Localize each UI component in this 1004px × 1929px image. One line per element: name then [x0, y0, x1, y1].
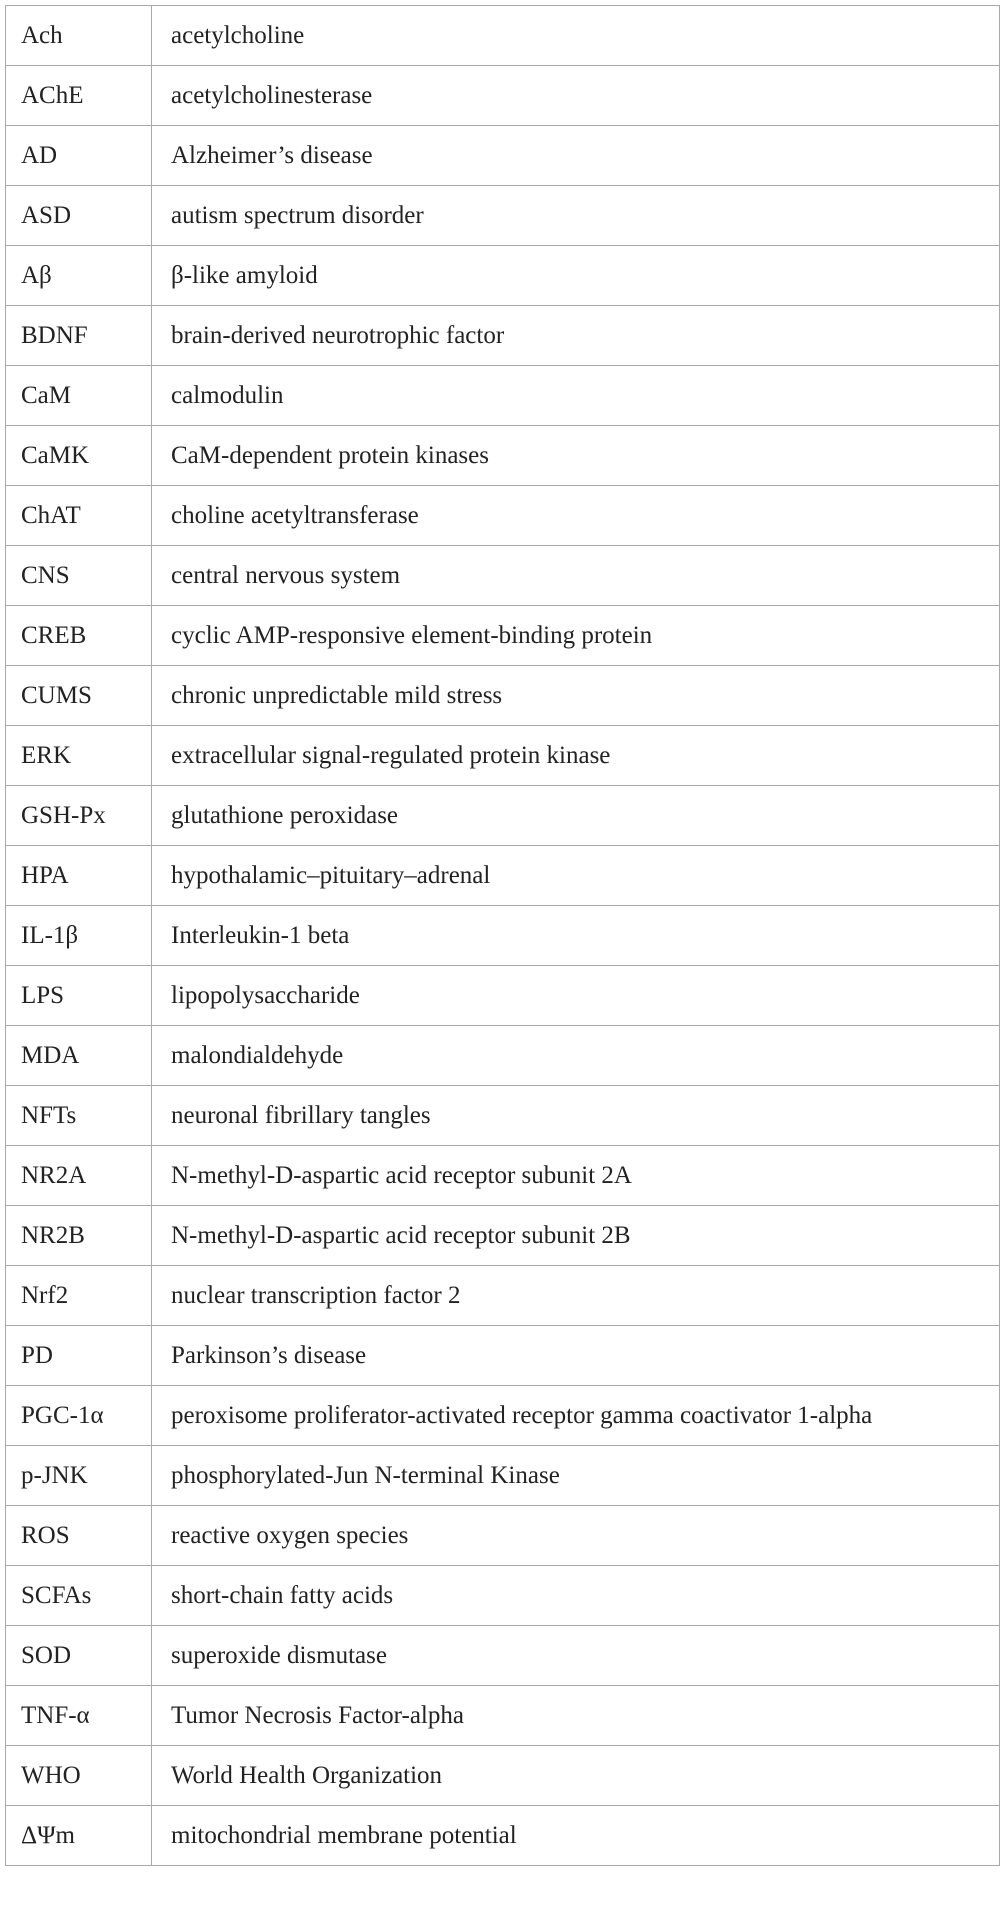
- definition-cell: malondialdehyde: [152, 1026, 1000, 1086]
- table-row: [6, 546, 1000, 606]
- abbreviation-cell: NR2A: [6, 1146, 152, 1206]
- definition-cell: World Health Organization: [152, 1746, 1000, 1806]
- table-row: [6, 846, 1000, 906]
- table-row: [6, 126, 1000, 186]
- table-row: [6, 246, 1000, 306]
- definition-cell: phosphorylated-Jun N-terminal Kinase: [152, 1446, 1000, 1506]
- abbreviation-cell: Aβ: [6, 246, 152, 306]
- definition-cell: reactive oxygen species: [152, 1506, 1000, 1566]
- abbreviation-cell: PD: [6, 1326, 152, 1386]
- abbreviation-cell: AChE: [6, 66, 152, 126]
- abbreviation-cell: GSH-Px: [6, 786, 152, 846]
- definition-cell: neuronal fibrillary tangles: [152, 1086, 1000, 1146]
- abbreviation-cell: CREB: [6, 606, 152, 666]
- table-row: [6, 1146, 1000, 1206]
- definition-cell: Alzheimer’s disease: [152, 126, 1000, 186]
- definition-cell: β-like amyloid: [152, 246, 1000, 306]
- abbreviation-cell: LPS: [6, 966, 152, 1026]
- abbreviation-cell: PGC-1α: [6, 1386, 152, 1446]
- table-row: [6, 306, 1000, 366]
- table-row: [6, 1026, 1000, 1086]
- abbreviation-cell: HPA: [6, 846, 152, 906]
- definition-cell: short-chain fatty acids: [152, 1566, 1000, 1626]
- definition-cell: N-methyl-D-aspartic acid receptor subunit 2B: [152, 1206, 1000, 1266]
- table-row: [6, 186, 1000, 246]
- table-row: [6, 1566, 1000, 1626]
- table-row: [6, 786, 1000, 846]
- definition-cell: extracellular signal-regulated protein kinase: [152, 726, 1000, 786]
- table-row: [6, 486, 1000, 546]
- definition-cell: calmodulin: [152, 366, 1000, 426]
- abbreviation-cell: NR2B: [6, 1206, 152, 1266]
- abbreviation-cell: ERK: [6, 726, 152, 786]
- definition-cell: Tumor Necrosis Factor-alpha: [152, 1686, 1000, 1746]
- abbreviation-cell: ChAT: [6, 486, 152, 546]
- abbreviation-cell: SCFAs: [6, 1566, 152, 1626]
- table-row: [6, 1506, 1000, 1566]
- definition-cell: superoxide dismutase: [152, 1626, 1000, 1686]
- definition-cell: Interleukin-1 beta: [152, 906, 1000, 966]
- table-row: [6, 606, 1000, 666]
- table-row: [6, 1806, 1000, 1866]
- table-row: [6, 1086, 1000, 1146]
- definition-cell: lipopolysaccharide: [152, 966, 1000, 1026]
- definition-cell: Parkinson’s disease: [152, 1326, 1000, 1386]
- table-row: [6, 666, 1000, 726]
- abbreviation-cell: NFTs: [6, 1086, 152, 1146]
- abbreviation-cell: p-JNK: [6, 1446, 152, 1506]
- abbreviation-cell: AD: [6, 126, 152, 186]
- table-row: [6, 426, 1000, 486]
- table-row: [6, 1446, 1000, 1506]
- definition-cell: glutathione peroxidase: [152, 786, 1000, 846]
- abbreviations-table: [5, 5, 1000, 1866]
- table-row: [6, 1206, 1000, 1266]
- definition-cell: N-methyl-D-aspartic acid receptor subunit 2A: [152, 1146, 1000, 1206]
- definition-cell: brain-derived neurotrophic factor: [152, 306, 1000, 366]
- abbreviation-cell: ΔΨm: [6, 1806, 152, 1866]
- table-row: [6, 6, 1000, 66]
- definition-cell: hypothalamic–pituitary–adrenal: [152, 846, 1000, 906]
- table-row: [6, 1746, 1000, 1806]
- definition-cell: nuclear transcription factor 2: [152, 1266, 1000, 1326]
- table-row: [6, 1626, 1000, 1686]
- table-row: [6, 726, 1000, 786]
- table-row: [6, 1266, 1000, 1326]
- abbreviation-cell: CaM: [6, 366, 152, 426]
- definition-cell: CaM-dependent protein kinases: [152, 426, 1000, 486]
- table-row: [6, 1686, 1000, 1746]
- abbreviation-cell: ASD: [6, 186, 152, 246]
- table-row: [6, 1386, 1000, 1446]
- definition-cell: choline acetyltransferase: [152, 486, 1000, 546]
- abbreviation-cell: CNS: [6, 546, 152, 606]
- abbreviation-cell: Nrf2: [6, 1266, 152, 1326]
- definition-cell: chronic unpredictable mild stress: [152, 666, 1000, 726]
- abbreviation-cell: ROS: [6, 1506, 152, 1566]
- definition-cell: peroxisome proliferator-activated receptor gamma coactivator 1-alpha: [152, 1386, 1000, 1446]
- definition-cell: acetylcholine: [152, 6, 1000, 66]
- table-row: [6, 1326, 1000, 1386]
- definition-cell: cyclic AMP-responsive element-binding protein: [152, 606, 1000, 666]
- abbreviation-cell: CaMK: [6, 426, 152, 486]
- abbreviation-cell: BDNF: [6, 306, 152, 366]
- table-row: [6, 906, 1000, 966]
- definition-cell: acetylcholinesterase: [152, 66, 1000, 126]
- abbreviation-cell: IL-1β: [6, 906, 152, 966]
- definition-cell: central nervous system: [152, 546, 1000, 606]
- abbreviation-cell: MDA: [6, 1026, 152, 1086]
- abbreviation-cell: TNF-α: [6, 1686, 152, 1746]
- table-row: [6, 66, 1000, 126]
- abbreviation-cell: SOD: [6, 1626, 152, 1686]
- definition-cell: mitochondrial membrane potential: [152, 1806, 1000, 1866]
- definition-cell: autism spectrum disorder: [152, 186, 1000, 246]
- abbreviation-cell: WHO: [6, 1746, 152, 1806]
- table-row: [6, 366, 1000, 426]
- abbreviation-cell: Ach: [6, 6, 152, 66]
- table-row: [6, 966, 1000, 1026]
- abbreviation-cell: CUMS: [6, 666, 152, 726]
